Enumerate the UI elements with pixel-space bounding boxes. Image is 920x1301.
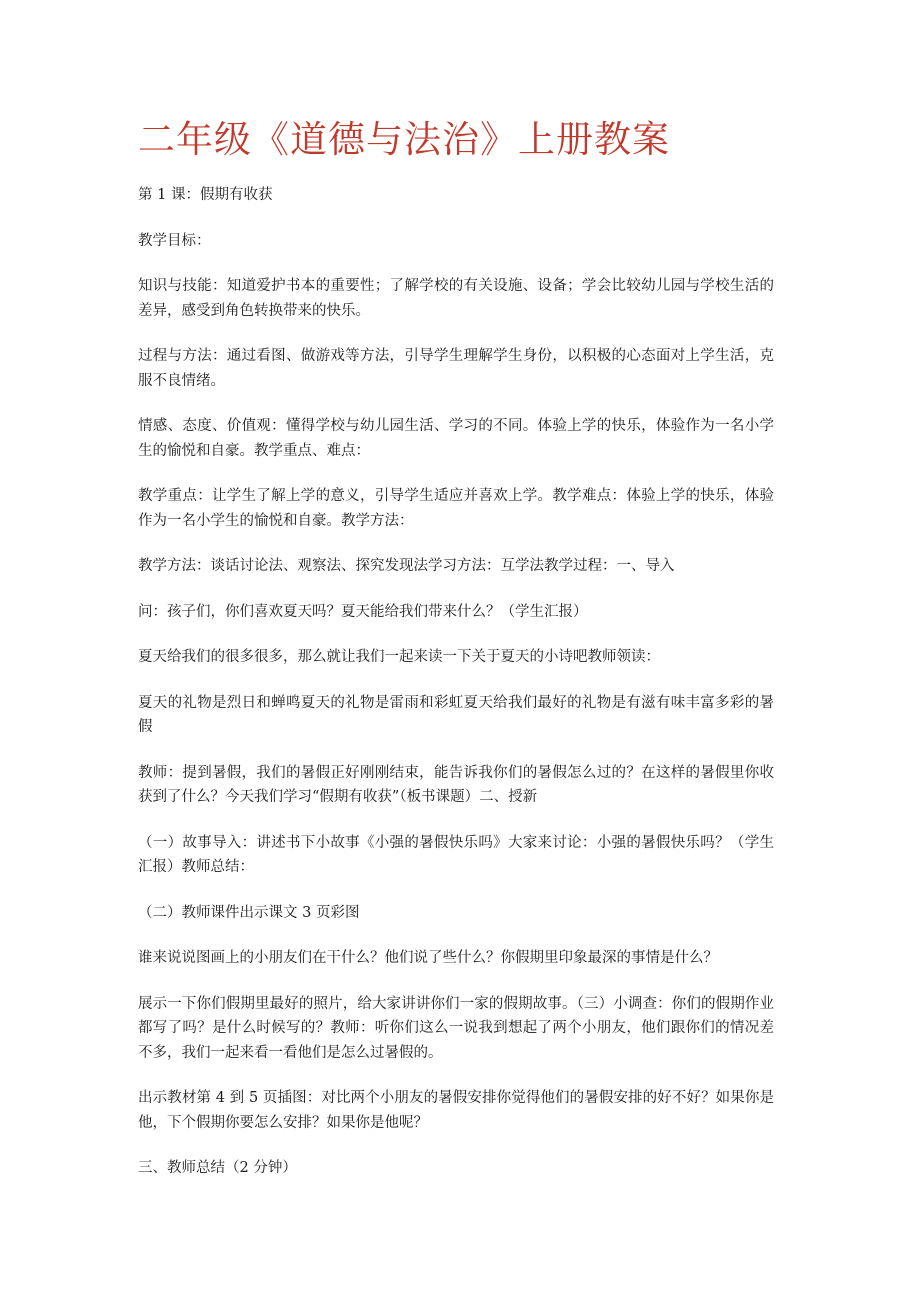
- process-methods-paragraph: 过程与方法：通过看图、做游戏等方法，引导学生理解学生身份，以积极的心态面对上学生活，克服不良情绪。: [138, 348, 774, 389]
- key-points-paragraph: 教学重点：让学生了解上学的意义，引导学生适应并喜欢上学。教学难点：体验上学的快乐，体验作为一名小学生的愉悦和自豪。教学方法：: [138, 488, 774, 529]
- knowledge-skills-paragraph: 知识与技能：知道爱护书本的重要性；了解学校的有关设施、设备；学会比较幼儿园与学校生活的差异，感受到角色转换带来的快乐。: [138, 278, 774, 319]
- teaching-goals-label: 教学目标：: [138, 232, 211, 249]
- question-paragraph: 问：孩子们，你们喜欢夏天吗？夏天能给我们带来什么？（学生汇报）: [138, 603, 588, 620]
- picture-discussion-paragraph: 谁来说说图画上的小朋友们在干什么？他们说了些什么？你假期里印象最深的事情是什么？: [138, 950, 718, 966]
- photo-survey-paragraph: 展示一下你们假期里最好的照片，给大家讲讲你们一家的假期故事。（三）小调查：你们的假期作业都写了吗？是什么时候写的？教师：听你们这么一说我到想起了两个小朋友，他们跟你们的情况差不多，我们一起来看一看他们是怎么过暑假的。: [138, 995, 774, 1061]
- poem-paragraph: 夏天的礼物是烈日和蝉鸣夏天的礼物是雷雨和彩虹夏天给我们最好的礼物是有滋有味丰富多彩的暑假: [138, 694, 774, 735]
- courseware-paragraph: （二）教师课件出示课文 3 页彩图: [138, 904, 360, 921]
- teacher-remark-paragraph: 教师：提到暑假，我们的暑假正好刚刚结束，能告诉我你们的暑假怎么过的？在这样的暑假里你收获到了什么？今天我们学习“假期有收获”（板书课题）二、授新: [138, 764, 774, 805]
- document-title: 二年级《道德与法治》上册教案: [138, 118, 670, 161]
- document-body: [138, 183, 774, 1202]
- lesson-heading: 第 1 课：假期有收获: [138, 187, 273, 203]
- textbook-illustration-paragraph: 出示教材第 4 到 5 页插图：对比两个小朋友的暑假安排你觉得他们的暑假安排的好不好？如果你是他，下个假期你要怎么安排？如果你是他呢？: [138, 1090, 774, 1131]
- poem-intro-paragraph: 夏天给我们的很多很多，那么就让我们一起来读一下关于夏天的小诗吧教师领读：: [138, 649, 660, 665]
- emotion-attitude-paragraph: 情感、态度、价值观：懂得学校与幼儿园生活、学习的不同。体验上学的快乐，体验作为一名小学生的愉悦和自豪。教学重点、难点：: [138, 418, 774, 459]
- summary-heading: 三、教师总结（2 分钟）: [138, 1160, 297, 1176]
- teaching-methods-paragraph: 教学方法：谈话讨论法、观察法、探究发现法学习方法：互学法教学过程：一、导入: [138, 558, 675, 574]
- story-intro-paragraph: （一）故事导入：讲述书下小故事《小强的暑假快乐吗》大家来讨论：小强的暑假快乐吗？（学生汇报）教师总结：: [138, 834, 774, 875]
